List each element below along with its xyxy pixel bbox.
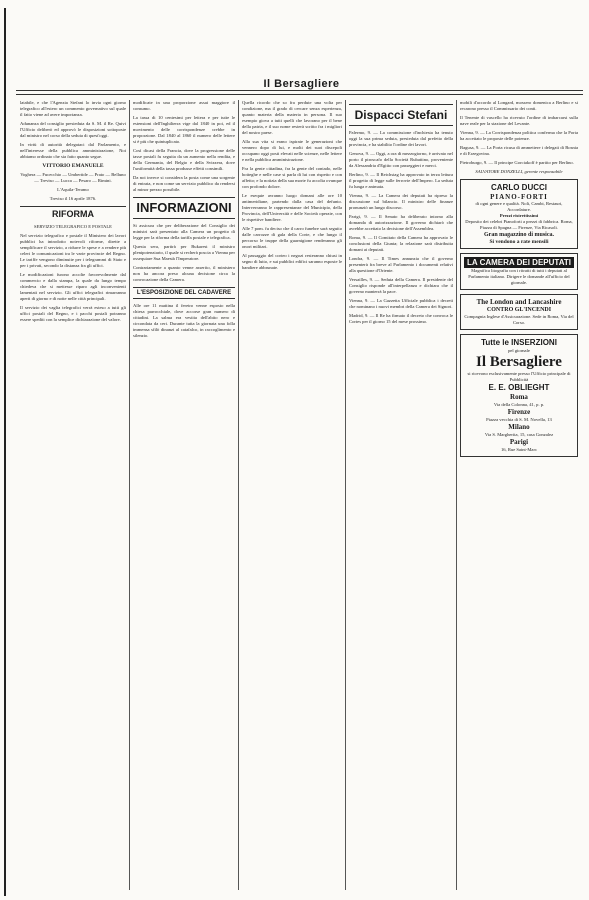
ad-firm: E. E. OBLIEGHT	[488, 383, 550, 392]
article-paragraph: Alle ore 11 mattina il feretro venne esposto nella chiesa parrocchiale, dove accorse gran numero di cittadini. La salma era vestita dell'abito nero e circondata da ceri. Durante tutta la giornata una folla immensa sfilò dinanzi al catafalco, in raccoglimento e silenzio.	[133, 303, 235, 338]
section-subheading: SERVIZIO TELEGRAFICO E POSTALE	[34, 224, 112, 229]
article-paragraph: Si assicura che per deliberazione del Consiglio dei ministri sarà presentato alla Camera un progetto di legge per la riforma della tariffa postale e telegrafica.	[133, 223, 235, 240]
ad-footer: Gran magazzino di musica.	[484, 232, 554, 238]
article-paragraph: Alla sua vita si erano ispirate le generazioni che vennero dopo di lui, e molti dei suoi discepoli occupano oggi posti elevati nelle scienze, nelle lettere e nella pubblica amministrazione.	[242, 139, 342, 162]
decree-signature: VITTORIO EMANUELE	[42, 163, 104, 169]
ad-price: Prezzi ristrettissimi	[499, 213, 539, 218]
article-paragraph: Fra la gente cittadina, fra la gente del contado, nelle botteghe e nelle case si parla di lui con rispetto e con affetto; e la notizia della sua morte fu accolta ovunque con profondo dolore.	[242, 166, 342, 189]
article-paragraph: In virtù di autorità delegataci dal Parlamento, e nell'interesse della pubblica amministrazione, Noi abbiamo ordinato che sia fatto quanto segue.	[20, 142, 126, 159]
article-paragraph: Voghera — Fucecchio — Umbertide — Prato — Belluno — Treviso — Lucca — Pesaro — Rimini.	[20, 172, 126, 183]
masthead-rule	[16, 94, 583, 95]
ad-head: Tutte le INSERZIONI	[481, 338, 557, 347]
ad-body: di ogni genere e qualità. Noli, Cambi, Restauri, Accordature.	[475, 201, 563, 212]
column-3	[242, 100, 342, 890]
masthead	[16, 8, 587, 90]
place-line: L'Aquila-Teramo	[57, 187, 89, 192]
ad-subtitle: CONTRO GL'INCENDI	[486, 307, 552, 313]
ad-sale: Si vendono a rate mensili	[489, 239, 549, 245]
dispatch-paragraph: Parigi, 9. — Il Senato ha deliberato intorno alla domanda di autorizzazione. Il governo dichiarò che avrebbe accettato la decisione dell'Assemblea.	[349, 214, 453, 231]
ad-name: CARLO DUCCI	[491, 183, 547, 192]
advertisement-camera	[460, 253, 578, 290]
ad-address: 16, Rue Saint-Marc	[500, 447, 538, 452]
masthead-rule	[16, 90, 583, 91]
dispatch-paragraph: Genova, 9. — Oggi, a ora di mezzogiorno, è arrivato nel porto il piroscafo della Società Rubattino, proveniente da Alessandria d'Egitto con passeggieri e merci.	[349, 151, 453, 168]
ad-name: LA CAMERA DEI DEPUTATI	[464, 257, 574, 268]
column-2	[133, 100, 235, 890]
article-paragraph: Le esequie avranno luogo domani alle ore 10 antimeridiane, partendo dalla casa del defunto. Interverranno le rappresentanze del Municipio, della Provincia, dell'Università e delle Società operaie, con le rispettive bandiere.	[242, 193, 342, 222]
article-paragraph: Al passaggio del corteo i negozi resteranno chiusi in segno di lutto, e sui pubblici edifici saranno esposte le bandiere abbrunate.	[242, 253, 342, 270]
article-paragraph: latabile, e che l'Agenzia Stefani lo invia ogni giorno telegrafico all'estero un commento governativo sul quale il fatto viene ad avere importanza.	[20, 100, 126, 117]
ad-city: Milano	[508, 423, 530, 431]
ad-city: Roma	[510, 393, 528, 401]
article-paragraph: mobili d'accordo al Longard, mossero domenica a Berlino e si recarono presso il Commissario dei conti.	[460, 100, 578, 111]
dispatch-paragraph: Versailles, 9. — Seduta della Camera. Il presidente del Consiglio risponde all'interpellanza e dichiara che il governo manterrà la pace.	[349, 277, 453, 294]
dispatch-paragraph: Berlino, 9. — Il Reichstag ha approvato in terza lettura il progetto di legge sulle ferrovie dell'Impero. La seduta fu lunga e animata.	[349, 172, 453, 189]
dispatch-paragraph: Palermo, 9. — La commissione d'inchiesta ha tenuto oggi la sua prima seduta, presieduta dal prefetto della provincia, e ha stabilito l'ordine dei lavori.	[349, 130, 453, 147]
dispatch-paragraph: Vienna, 9. — La Gazzetta Ufficiale pubblica i decreti che nominano i nuovi membri della Camera dei Signori.	[349, 298, 453, 309]
column-1	[20, 100, 126, 890]
article-paragraph: Il Tenente di vascello ha ricevuto l'ordine di imbarcarsi sulla nave reale per la stazione del Levante.	[460, 115, 578, 126]
article-paragraph: Così dicasi della Francia, dove la progressione delle tasse postali fu seguita da un aumento nella rendita, e della Germania, del Belgio e della Svizzera, dove l'uniformità della tassa produsse effetti consimili.	[133, 148, 235, 171]
ad-name: Il Bersagliere	[476, 354, 562, 370]
dispatch-paragraph: Vienna, 9. — La Corrispondenza politica conferma che la Porta ha accettato le proposte delle potenze.	[460, 130, 578, 141]
ad-body: si ricevono esclusivamente presso l'Ufficio principale di Pubblicità	[467, 371, 571, 382]
ad-address: Via S. Margherita, 15, casa Gonzalez	[484, 432, 554, 437]
ad-body: Magnifica litografia con i ritratti di tutti i deputati al Parlamento italiano. Dirigere le domande all'ufficio del giornale.	[468, 268, 570, 285]
column-4	[349, 100, 453, 890]
column-divider	[129, 100, 130, 890]
column-divider	[456, 100, 457, 890]
section-heading: RIFORMA	[20, 206, 126, 220]
ad-subtitle: PIANO-FORTI	[490, 193, 548, 201]
dispatch-paragraph: Vienna, 9. — La Camera dei deputati ha ripreso la discussione sul bilancio. Il ministro delle finanze pronunziò un lungo discorso.	[349, 193, 453, 210]
ad-city: Parigi	[509, 438, 529, 446]
dispatch-paragraph: Roma, 9. — Il Comitato della Camera ha approvato le conclusioni della Giunta; la relazione sarà distribuita domani ai deputati.	[349, 235, 453, 252]
column-divider	[238, 100, 239, 890]
gerente-signature: SALVATORE DONZELLI, gerente responsabile	[475, 169, 563, 174]
article-paragraph: Le modificazioni furono accolte favorevolmente dal commercio e dalla stampa, la quale da lungo tempo chiedeva che si mettesse riparo agli inconvenienti lamentati nel servizio. Gli uffici telegrafici rimarranno aperti di giorno e di notte nelle città principali.	[20, 272, 126, 301]
article-paragraph: La tassa di 10 centesimi per lettera e per tutte le estensioni dell'Inghilterra vige dal 1840 in poi, ed il movimento delle corrispondenze crebbe in proporzione. Dal 1840 al 1860 il numero delle lettere si è più che quintuplicato.	[133, 115, 235, 144]
ad-cities: Deposito dei celebri Pianoforti a prezzi di fabbrica. Roma, Piazza di Spagna — Firenze, Via Ricasoli.	[465, 219, 573, 230]
article-paragraph: Il servizio dei vaglia telegrafici verrà esteso a tutti gli uffici postali del Regno, e i pacchi postali potranno essere spediti con la semplice dichiarazione del valore.	[20, 305, 126, 322]
section-heading: INFORMAZIONI	[133, 197, 235, 219]
column-5	[460, 100, 578, 890]
article-paragraph: Quella ricordo che so fra perdute una volta per condizione, ma il grado di cercare senza esperienza, quanto materia della materia in persona. Il suo esempio giova a tutti quelli che lavorano per il bene della patria, e il suo nome resterà scritto fra i migliori del nostro paese.	[242, 100, 342, 135]
article-paragraph: modificate in una proporzione assai maggiore il consumo.	[133, 100, 235, 111]
article-paragraph: Treviso il 16 aprile 1876.	[49, 196, 97, 201]
article-paragraph: Nel servizio telegrafico e postale il Ministero dei lavori pubblici ha introdotto notevoli riforme, dirette a semplificare il servizio, a ridurre le spese e a rendere più celeri le comunicazioni tra le varie provincie del Regno. Le tariffe vengono diminuite per i telegrammi di Stato e per i privati, secondo la distanza fra gli uffici.	[20, 233, 126, 268]
article-paragraph: Questa sera, partirà per Bukarest il ministro plenipotenziario, il quale si recherà poscia a Vienna per ossequiare Sua Maestà l'Imperatore.	[133, 244, 235, 261]
article-paragraph: Alle 7 pom. fu deciso che il carro funebre sarà seguito dalle carrozze di gala della Corte, e che lungo il percorso le truppe della guarnigione renderanno gli onori militari.	[242, 226, 342, 249]
article-paragraph: Contrariamente a quanto venne asserito, il ministero non ha ancora preso alcuna decisione circa la convocazione della Camera.	[133, 265, 235, 282]
ad-pre: pel giornale	[508, 348, 530, 353]
ad-city: Firenze	[507, 408, 531, 416]
column-divider	[345, 100, 346, 890]
ad-body: Compagnia Inglese d'Assicurazione. Sede in Roma, Via del Corso.	[464, 314, 574, 325]
advertisement-piano	[460, 179, 578, 249]
section-heading: Dispacci Stefani	[349, 104, 453, 126]
newspaper-title: Il Bersagliere	[263, 78, 340, 90]
dispatch-paragraph: Madrid, 9. — Il Re ha firmato il decreto che convoca le Cortes per il giorno 15 del mese prossimo.	[349, 313, 453, 324]
newspaper-page	[4, 8, 587, 896]
dispatch-paragraph: Pietroburgo, 9. — Il principe Gorciakoff è partito per Berlino.	[460, 160, 574, 165]
dispatch-paragraph: Londra, 9. — Il Times annunzia che il governo presenterà fra breve al Parlamento i documenti relativi alla questione d'Oriente.	[349, 256, 453, 273]
dispatch-paragraph: Bagusa, 9. — La Porta ricusa di ammettere i delegati di Bosnia e di Erzegovina.	[460, 145, 578, 156]
ad-name: The London and Lancashire	[476, 298, 562, 306]
article-paragraph: Da noi invece si considera la posta come una sorgente di entrata, e non come un servizio pubblico da rendersi al minor prezzo possibile.	[133, 175, 235, 192]
ad-address: Via della Colonna, 41, p. p.	[493, 402, 545, 407]
section-heading: L'ESPOSIZIONE DEL CADAVERE	[133, 287, 235, 299]
advertisement-insurance	[460, 294, 578, 330]
advertisement-inserzioni	[460, 334, 578, 457]
ad-address: Piazza vecchia di S. M. Novella, 13	[486, 417, 552, 422]
article-paragraph: Adunanza del consiglio presieduta da S. M. il Re. Quivi l'Ufficio deliberò ed approvò le disposizioni sottoposte dal ministro nel corso della seduta di quest'oggi.	[20, 121, 126, 138]
